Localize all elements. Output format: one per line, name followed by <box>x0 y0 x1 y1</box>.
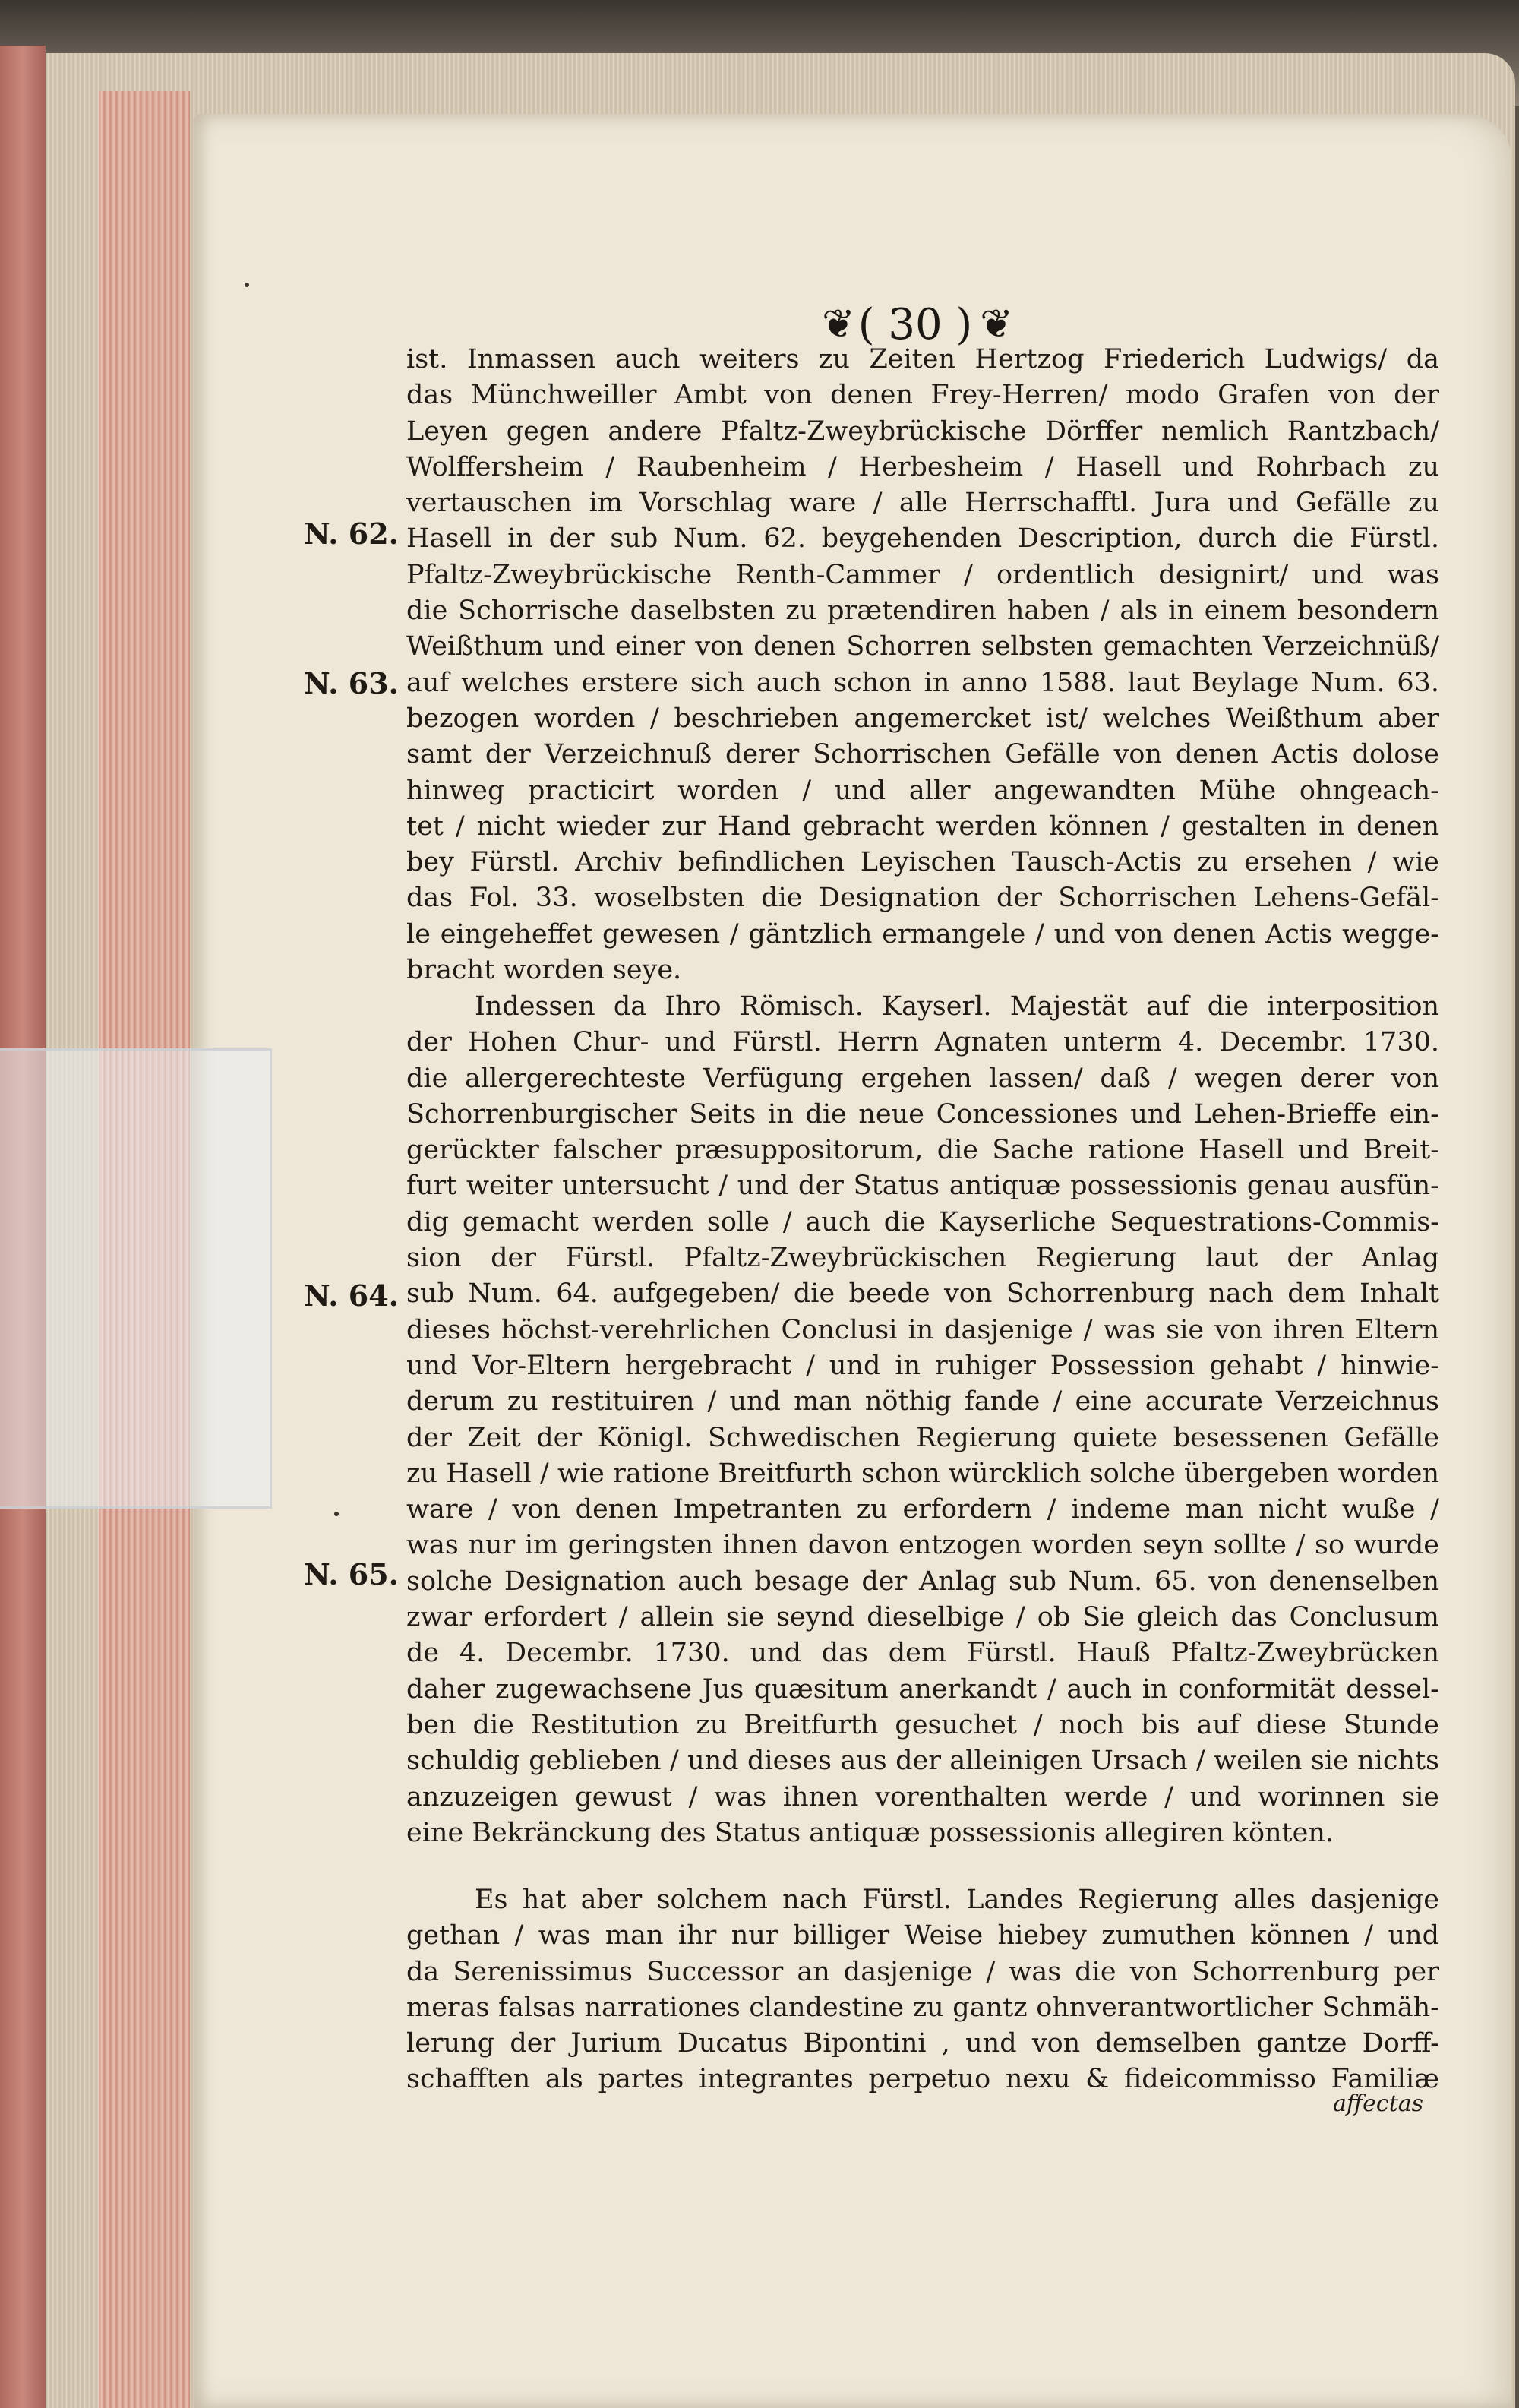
text-line: vertauschen im Vorschlag ware / alle Herrschafftl. Jura und Gefälle zu <box>406 488 1439 519</box>
text-line: daher zugewachsene Jus quæsitum anerkandt / auch in conformität dessel- <box>406 1673 1439 1705</box>
text-line: das Fol. 33. woselbsten die Designation der Schorrischen Lehens-Gefäl- <box>406 883 1439 914</box>
text-line: le eingeheffet gewesen / gäntzlich ermangele / und von denen Actis wegge- <box>406 918 1439 950</box>
text-line: ben die Restitution zu Breitfurth gesuchet / noch bis auf diese Stunde <box>406 1709 1439 1740</box>
paragraph <box>406 342 1439 988</box>
transparent-tab <box>0 1048 272 1509</box>
text-line: Indessen da Ihro Römisch. Kayserl. Majestät auf die interposition <box>475 991 1439 1022</box>
text-line: ware / von denen Impetranten zu erfordern / indeme man nicht wuße / <box>406 1494 1439 1525</box>
text-line: da Serenissimus Successor an dasjenige / was die von Schorrenburg per <box>406 1956 1439 1987</box>
margin-note: N. 62. <box>304 517 399 551</box>
text-line: zu Hasell / wie ratione Breitfurth schon würcklich solche übergeben worden <box>406 1458 1439 1489</box>
text-line: eine Bekränckung des Status antiquæ possessionis allegiren könten. <box>406 1817 1334 1848</box>
text-line: solche Designation auch besage der Anlag sub Num. 65. von denenselben <box>406 1566 1439 1597</box>
ornament-right-icon: ❦ <box>980 302 1009 347</box>
text-line: Pfaltz-Zweybrückische Renth-Cammer / ordentlich designirt/ und was <box>406 559 1439 590</box>
text-line: Weißthum und einer von denen Schorren selbsten gemachten Verzeichnüß/ <box>406 631 1439 662</box>
paragraph <box>406 1882 1439 2098</box>
text-line: gerückter falscher præsuppositorum, die Sache ratione Hasell und Breit- <box>406 1135 1439 1166</box>
text-line: anzuzeigen gewust / was ihnen vorenthalten werde / und worinnen sie <box>406 1781 1439 1812</box>
text-line: schuldig geblieben / und dieses aus der alleinigen Ursach / weilen sie nichts <box>406 1746 1439 1777</box>
page-number: ( 30 ) <box>857 299 973 349</box>
ornament-left-icon: ❦ <box>822 302 851 347</box>
text-line: lerung der Jurium Ducatus Bipontini , und von demselben gantze Dorff- <box>406 2028 1439 2059</box>
text-line: Hasell in der sub Num. 62. beygehenden Description, durch die Fürstl. <box>406 523 1439 555</box>
text-line: dieses höchst-verehrlichen Conclusi in dasjenige / was sie von ihren Eltern <box>406 1314 1439 1345</box>
text-line: der Zeit der Königl. Schwedischen Regierung quiete besessenen Gefälle <box>406 1422 1439 1453</box>
paragraph <box>406 989 1439 1851</box>
text-line: de 4. Decembr. 1730. und das dem Fürstl. Hauß Pfaltz-Zweybrücken <box>406 1638 1439 1669</box>
text-line: Schorrenburgischer Seits in die neue Concessiones und Lehen-Brieffe ein- <box>406 1098 1439 1130</box>
text-line: sion der Fürstl. Pfaltz-Zweybrückischen Regierung laut der Anlag <box>406 1243 1439 1274</box>
text-line: Wolffersheim / Raubenheim / Herbesheim / Hasell und Rohrbach zu <box>406 451 1439 482</box>
text-line: hinweg practicirt worden / und aller angewandten Mühe ohngeach- <box>406 775 1439 806</box>
text-line: meras falsas narrationes clandestine zu gantz ohnverantwortlicher Schmäh- <box>406 1992 1439 2023</box>
margin-note: N. 64. <box>304 1278 399 1313</box>
ink-speck <box>245 283 249 287</box>
text-line: Leyen gegen andere Pfaltz-Zweybrückische Dörffer nemlich Rantzbach/ <box>406 416 1439 447</box>
text-line: bezogen worden / beschrieben angemercket ist/ welches Weißthum aber <box>406 703 1439 734</box>
text-line: zwar erfordert / allein sie seynd dieselbige / ob Sie gleich das Conclusum <box>406 1602 1439 1633</box>
text-line: derum zu restituiren / und man nöthig fande / eine accurate Verzeichnus <box>406 1386 1439 1417</box>
catchword: affectas <box>1333 2090 1424 2117</box>
text-line: die Schorrische daselbsten zu prætendiren haben / als in einem besondern <box>406 596 1439 627</box>
ink-speck <box>334 1512 339 1516</box>
text-line: sub Num. 64. aufgegeben/ die beede von Schorrenburg nach dem Inhalt <box>406 1278 1439 1310</box>
margin-note: N. 63. <box>304 666 399 700</box>
text-line: bracht worden seye. <box>406 955 682 986</box>
text-line: samt der Verzeichnuß derer Schorrischen Gefälle von denen Actis dolose <box>406 739 1439 770</box>
text-line: was nur im geringsten ihnen davon entzogen worden seyn sollte / so wurde <box>406 1530 1439 1561</box>
text-line: schafften als partes integrantes perpetuo nexu & fideicommisso Familiæ <box>406 2064 1439 2095</box>
text-line: furt weiter untersucht / und der Status antiquæ possessionis genau ausfün- <box>406 1171 1439 1202</box>
margin-note: N. 65. <box>304 1557 399 1591</box>
text-line: die allergerechteste Verfügung ergehen lassen/ daß / wegen derer von <box>406 1063 1439 1094</box>
text-line: ist. Inmassen auch weiters zu Zeiten Hertzog Friederich Ludwigs/ da <box>406 344 1439 374</box>
text-line: der Hohen Chur- und Fürstl. Herrn Agnaten unterm 4. Decembr. 1730. <box>406 1027 1439 1058</box>
text-line: gethan / was man ihr nur billiger Weise hiebey zumuthen können / und <box>406 1920 1439 1951</box>
text-line: dig gemacht werden solle / auch die Kayserliche Sequestrations-Commis- <box>406 1206 1439 1237</box>
text-line: bey Fürstl. Archiv befindlichen Leyischen Tausch-Actis zu ersehen / wie <box>406 847 1439 878</box>
text-line: auf welches erstere sich auch schon in anno 1588. laut Beylage Num. 63. <box>406 667 1439 698</box>
text-line: das Münchweiller Ambt von denen Frey-Herren/ modo Grafen von der <box>406 380 1439 411</box>
text-line: tet / nicht wieder zur Hand gebracht werden können / gestalten in denen <box>406 811 1439 842</box>
text-line: und Vor-Eltern hergebracht / und in ruhiger Possession gehabt / hinwie- <box>406 1350 1439 1381</box>
text-line: Es hat aber solchem nach Fürstl. Landes Regierung alles dasjenige <box>475 1885 1439 1915</box>
